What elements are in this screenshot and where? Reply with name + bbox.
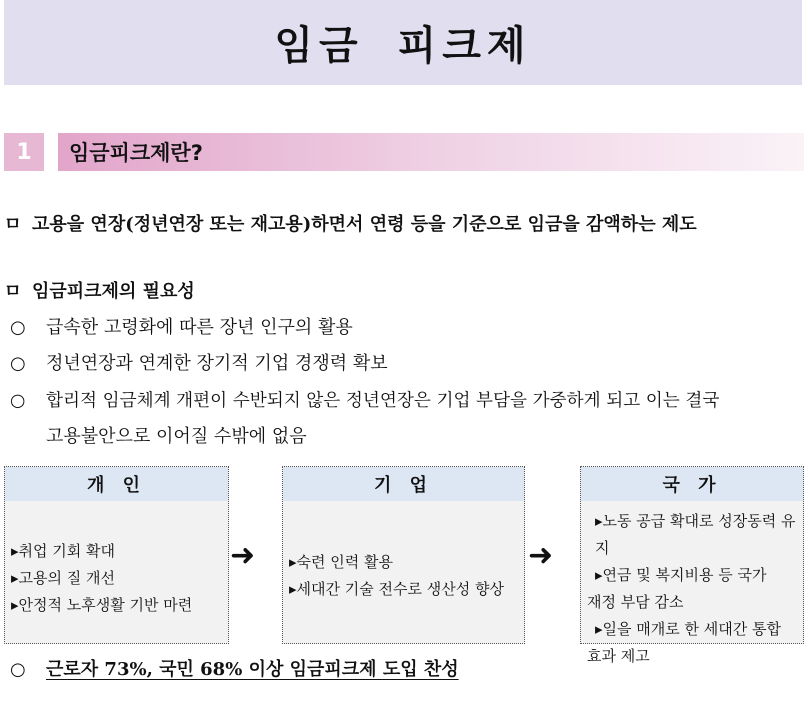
list-item-text: 합리적 임금체계 개편이 수반되지 않은 정년연장은 기업 부담을 가중하게 되고 이는 결국 <box>46 391 720 411</box>
box-item: ▸노동 공급 확대로 성장동력 유지 <box>595 512 796 557</box>
box-item: ▸세대간 기술 전수로 생산성 향상 <box>289 580 504 598</box>
section-title: 임금피크제란? <box>69 141 203 165</box>
page-title: 임금 피크제 <box>274 23 532 69</box>
box-header: 기 업 <box>283 467 524 501</box>
box-individual <box>4 466 229 644</box>
title-banner <box>4 0 802 85</box>
section-header-bar <box>58 133 804 171</box>
list-item-text: 급속한 고령화에 따른 장년 인구의 활용 <box>46 317 353 338</box>
circle-bullet: ○ <box>10 353 26 374</box>
arrow-right-icon: ➜ <box>528 538 554 573</box>
box-item-continuation: 효과 제고 <box>587 647 650 665</box>
square-bullet: ㅁ <box>4 281 22 302</box>
survey-line <box>10 659 459 681</box>
circle-bullet: ○ <box>10 317 26 338</box>
definition-line <box>4 214 697 236</box>
box-item: ▸일을 매개로 한 세대간 통합 <box>595 620 781 638</box>
box-item: ▸연금 및 복지비용 등 국가 <box>595 566 767 584</box>
survey-text: 근로자 73%, 국민 68% 이상 임금피크제 도입 찬성 <box>46 659 459 680</box>
box-body <box>11 538 224 619</box>
box-item: ▸고용의 질 개선 <box>11 569 116 587</box>
list-item <box>10 317 353 339</box>
list-item <box>10 353 388 375</box>
box-company <box>282 466 525 644</box>
necessity-heading: 임금피크제의 필요성 <box>32 281 195 302</box>
circle-bullet: ○ <box>10 659 26 680</box>
box-item: ▸안정적 노후생활 기반 마련 <box>11 596 193 614</box>
box-header: 개 인 <box>5 467 228 501</box>
box-item-continuation: 재정 부담 감소 <box>587 593 684 611</box>
section-number: 1 <box>4 133 44 171</box>
circle-bullet: ○ <box>10 391 26 411</box>
box-header: 국 가 <box>581 467 803 501</box>
definition-text: 고용을 연장(정년연장 또는 재고용)하면서 연령 등을 기준으로 임금을 감액하는 제도 <box>32 214 697 235</box>
list-item <box>10 390 719 412</box>
box-item: ▸취업 기회 확대 <box>11 542 116 560</box>
box-body <box>289 549 520 603</box>
arrow-right-icon: ➜ <box>230 538 256 573</box>
square-bullet: ㅁ <box>4 214 22 235</box>
box-item: ▸숙련 인력 활용 <box>289 553 394 571</box>
list-item-text: 정년연장과 연계한 장기적 기업 경쟁력 확보 <box>46 353 388 374</box>
box-nation <box>580 466 804 665</box>
list-item-continuation: 고용불안으로 이어질 수밖에 없음 <box>46 426 307 447</box>
box-body <box>587 508 801 670</box>
necessity-heading-line <box>4 281 195 303</box>
